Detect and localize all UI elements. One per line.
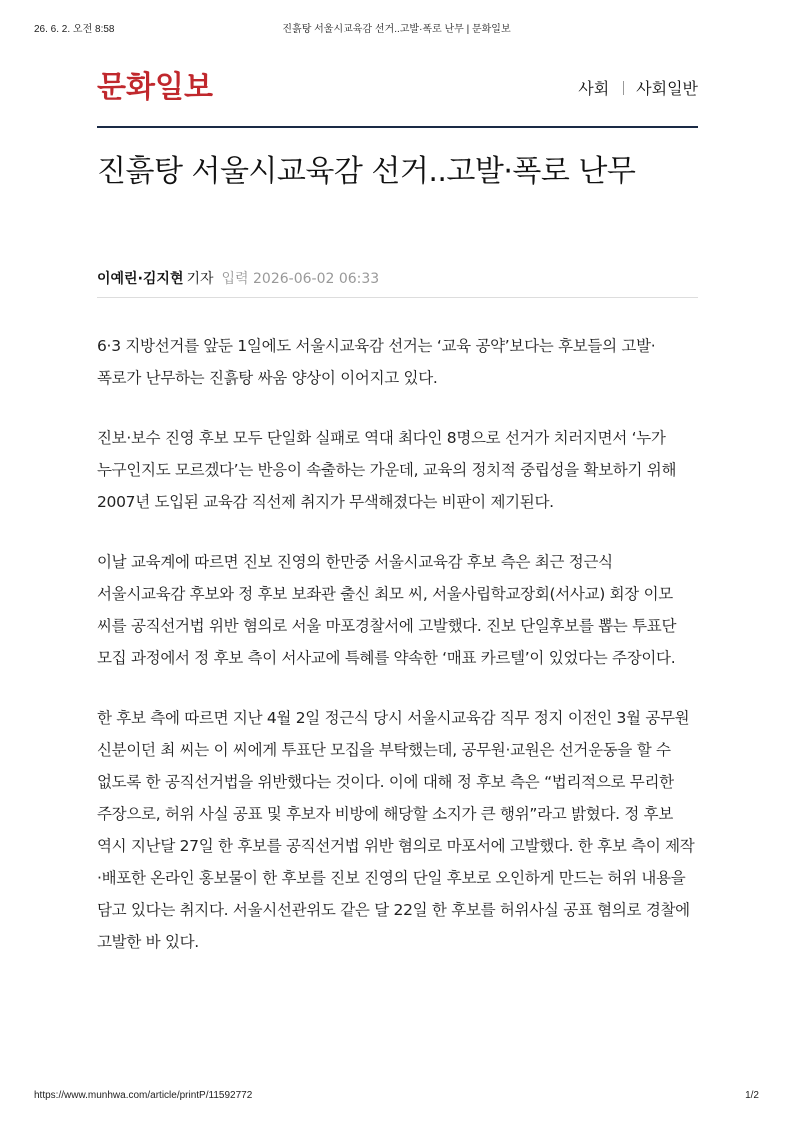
reporter-names: 이예린·김지현 <box>97 271 184 287</box>
section-breadcrumb <box>578 76 698 99</box>
article-paragraph: 한 후보 측에 따르면 지난 4월 2일 정근식 당시 서울시교육감 직무 정지 이전인 3월 공무원 신분이던 최 씨는 이 씨에게 투표단 모집을 부탁했는데, 공무원·교원은 선거운동을 할 수 없도록 한 공직선거법을 위반했다는 것이다. 이에 대해 정 후보 측은 “법리적으로 무리한 주장으로, 허위 사실 공표 및 후보자 비방에 해당할 소지가 큰 행위”라고 밝혔다. 정 후보 역시 지난달 27일 한 후보를 공직선거법 위반 혐의로 마포서에 고발했다. 한 후보 측이 제작·배포한 온라인 홍보물이 한 후보를 진보 진영의 단일 후보로 오인하게 만드는 허위 내용을 담고 있다는 취지다. 서울시선관위도 같은 달 22일 한 후보를 허위사실 공표 혐의로 경찰에 고발한 바 있다. <box>97 709 695 951</box>
print-header <box>34 20 759 36</box>
breadcrumb-divider <box>623 81 624 95</box>
print-url: https://www.munhwa.com/article/printP/11592772 <box>34 1090 253 1101</box>
section-link[interactable]: 사회 <box>578 79 610 98</box>
article-body <box>97 330 698 986</box>
article-paragraph: 이날 교육계에 따르면 진보 진영의 한만중 서울시교육감 후보 측은 최근 정근식 서울시교육감 후보와 정 후보 보좌관 출신 최모 씨, 서울사립학교장회(서사교) 회장 이모 씨를 공직선거법 위반 혐의로 서울 마포경찰서에 고발했다. 진보 단일후보를 뽑는 투표단 모집 과정에서 정 후보 측이 서사교에 특혜를 약속한 ‘매표 카르텔’이 있었다는 주장이다. <box>97 553 677 667</box>
article-headline: 진흙탕 서울시교육감 선거..고발·폭로 난무 <box>97 154 636 189</box>
page-indicator: 1/2 <box>745 1090 759 1101</box>
print-page-title: 진흙탕 서울시교육감 선거..고발·폭로 난무 | 문화일보 <box>282 24 511 35</box>
reporter-role: 기자 <box>186 271 214 287</box>
print-datetime: 26. 6. 2. 오전 8:58 <box>34 24 115 35</box>
masthead-divider <box>97 126 698 128</box>
byline-divider <box>97 297 698 298</box>
published-date: 입력 2026-06-02 06:33 <box>221 271 380 287</box>
subsection-link[interactable]: 사회일반 <box>636 79 698 98</box>
article-paragraph: 6·3 지방선거를 앞둔 1일에도 서울시교육감 선거는 ‘교육 공약’보다는 후보들의 고발·폭로가 난무하는 진흙탕 싸움 양상이 이어지고 있다. <box>97 337 656 387</box>
article-paragraph: 진보·보수 진영 후보 모두 단일화 실패로 역대 최다인 8명으로 선거가 치러지면서 ‘누가 누구인지도 모르겠다’는 반응이 속출하는 가운데, 교육의 정치적 중립성을 확보하기 위해 2007년 도입된 교육감 직선제 취지가 무색해졌다는 비판이 제기된다. <box>97 429 677 511</box>
munhwa-logo[interactable]: 문화일보 <box>97 70 213 105</box>
print-footer <box>34 1090 759 1106</box>
article-byline <box>97 268 698 288</box>
masthead <box>97 58 698 128</box>
